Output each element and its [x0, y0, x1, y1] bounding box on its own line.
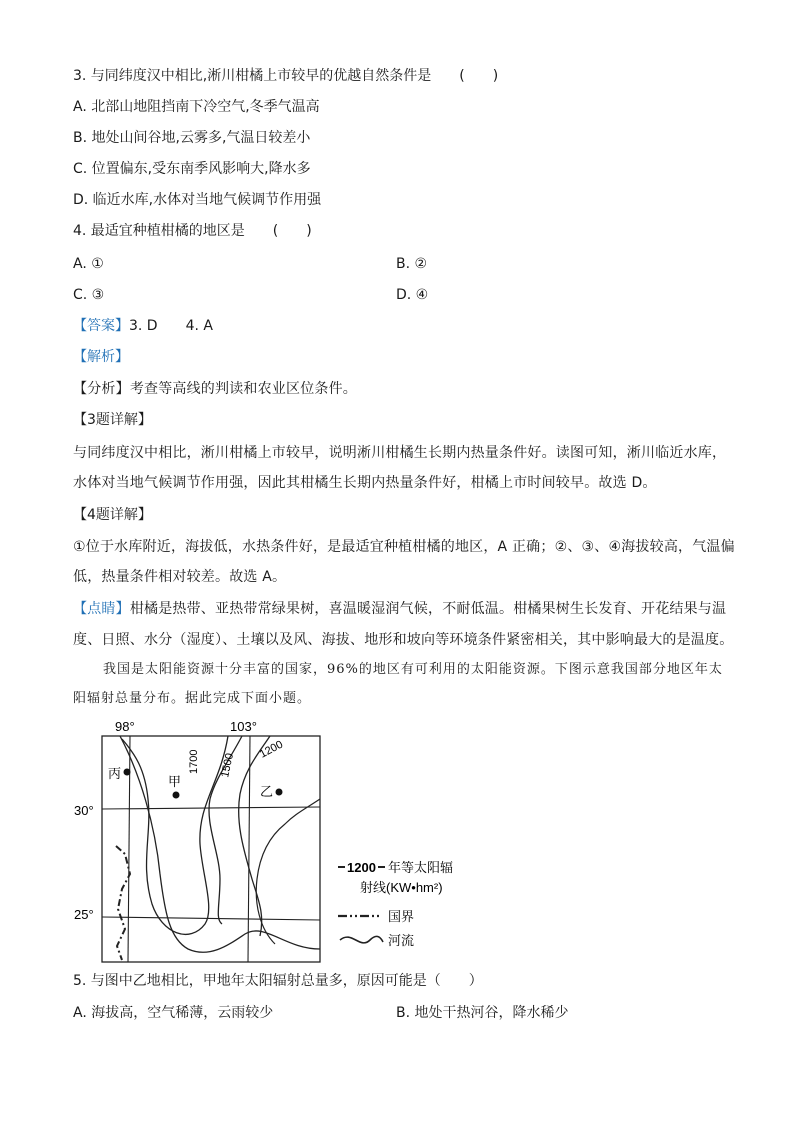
q4-option-a: A. ① [73, 256, 104, 272]
detail4-line-1: ①位于水库附近，海拔低，水热条件好，是最适宜种植柑橘的地区，A 正确；②、③、④海拔较高，气温偏 [73, 539, 735, 555]
legend-river-symbol [340, 936, 383, 943]
isoline-label-1200: 1200 [257, 738, 286, 761]
legend-isoline-value: 1200 [347, 860, 376, 875]
answer-text: 3. D 4. A [129, 318, 213, 334]
detail4-title: 【4题详解】 [73, 507, 152, 523]
dianjing-line-2: 度、日照、水分（湿度）、土壤以及风、海拔、地形和坡向等环境条件紧密相关，其中影响最大的是温度。 [73, 632, 734, 648]
lat-line-25 [102, 917, 320, 920]
place-jia-label: 甲 [168, 774, 182, 789]
detail3-line-2: 水体对当地气候调节作用强，因此其柑橘生长期内热量条件好，柑橘上市时间较早。故选 D。 [73, 475, 657, 491]
river-east [256, 799, 320, 944]
q4-stem: 4. 最适宜种植柑橘的地区是 ( ) [73, 223, 312, 239]
place-yi-label: 乙 [260, 784, 274, 799]
detail3-title: 【3题详解】 [73, 412, 152, 428]
place-jia-dot [173, 792, 180, 799]
isoline-label-1500: 1500 [219, 752, 237, 779]
analysis-tag: 【解析】 [73, 349, 129, 365]
place-bing-label: 丙 [108, 766, 122, 781]
dianjing-tag: 【点睛】 [73, 601, 130, 617]
fenxi-tag: 【分析】 [73, 381, 130, 397]
legend-border-label: 国界 [388, 909, 415, 924]
q4-option-b: B. ② [396, 256, 428, 272]
intro-line-1: 我国是太阳能资源十分丰富的国家，96%的地区有可利用的太阳能资源。下图示意我国部分地区年太 [103, 662, 723, 677]
lat-label-30: 30° [74, 803, 94, 818]
legend-isoline-text-2: 射线(KW•hm²) [360, 880, 443, 895]
q3-option-b: B. 地处山间谷地,云雾多,气温日较差小 [73, 130, 311, 146]
fenxi-line [73, 379, 357, 399]
q3-stem: 3. 与同纬度汉中相比,淅川柑橘上市较早的优越自然条件是 ( ) [73, 68, 499, 84]
q3-option-c: C. 位置偏东,受东南季风影响大,降水多 [73, 161, 311, 177]
q4-option-c: C. ③ [73, 287, 105, 303]
lat-label-25: 25° [74, 907, 94, 922]
detail3-line-1: 与同纬度汉中相比，淅川柑橘上市较早，说明淅川柑橘生长期内热量条件好。读图可知，淅川临近水库， [73, 445, 727, 461]
dianjing-text-1: 柑橘是热带、亚热带常绿果树，喜温暖湿润气候，不耐低温。柑橘果树生长发育、开花结果与温 [129, 601, 727, 617]
fenxi-text: 考查等高线的判读和农业区位条件。 [129, 381, 358, 397]
lat-line-30 [102, 807, 320, 809]
legend-river-label: 河流 [388, 933, 415, 948]
q5-stem: 5. 与图中乙地相比，甲地年太阳辐射总量多，原因可能是（ ） [73, 973, 483, 989]
q3-option-d: D. 临近水库,水体对当地气候调节作用强 [73, 192, 322, 208]
lon-label-103: 103° [230, 719, 257, 734]
place-yi-dot [276, 789, 283, 796]
answer-tag: 【答案】 [73, 318, 129, 334]
dianjing-line-1 [73, 599, 726, 619]
q5-option-a: A. 海拔高，空气稀薄，云雨较少 [73, 1005, 274, 1021]
intro-line-2: 阳辐射总量分布。据此完成下面小题。 [73, 691, 312, 706]
isoline-label-1700: 1700 [188, 749, 200, 774]
detail4-line-2: 低，热量条件相对较差。故选 A。 [73, 569, 287, 585]
q3-option-a: A. 北部山地阻挡南下冷空气,冬季气温高 [73, 99, 320, 115]
q4-option-d: D. ④ [396, 287, 429, 303]
place-bing-dot [124, 769, 131, 776]
answer-line [73, 316, 213, 336]
q5-option-b: B. 地处干热河谷，降水稀少 [396, 1005, 569, 1021]
legend-isoline-text-1: 年等太阳辐 [388, 860, 454, 875]
intro-paragraph [73, 660, 733, 709]
lon-label-98: 98° [115, 719, 135, 734]
solar-radiation-map [70, 714, 480, 966]
isoline-1200 [239, 736, 270, 936]
